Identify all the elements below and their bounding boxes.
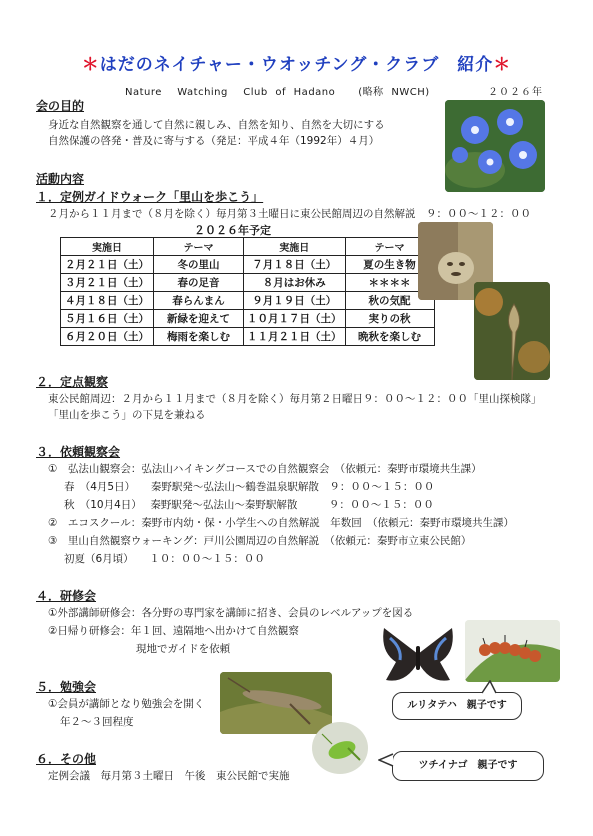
- section-3-line-2: 春 （4月5日） 秦野駅発～弘法山～鶴巻温泉駅解散 ９：００～１５：００: [64, 481, 435, 493]
- table-cell: ７月１８日（土）: [244, 256, 346, 274]
- section-5-heading: ５．勉強会: [36, 680, 97, 694]
- butterfly-photo: [378, 618, 458, 690]
- section-3-heading: ３．依頼観察会: [36, 445, 121, 459]
- butterfly-icon: [378, 618, 458, 690]
- table-cell: ３月２１日（土）: [61, 274, 154, 292]
- table-row: [61, 274, 435, 292]
- section-3-line-6: 初夏（6月頃） １０：００～１５：００: [64, 553, 265, 565]
- caterpillar-photo: [465, 620, 560, 682]
- caterpillar-icon: [465, 620, 560, 682]
- bubble-tail-icon: [378, 752, 394, 768]
- table-cell: 春の足音: [154, 274, 244, 292]
- section-1-heading: １．定例ガイドウォーク「里山を歩こう」: [36, 190, 264, 204]
- table-cell: ６月２０日（土）: [61, 328, 154, 346]
- activities-heading: 活動内容: [36, 172, 85, 186]
- section-1-desc: ２月から１１月まで（８月を除く）毎月第３土曜日に東公民館周辺の自然解説 ９：００～１２：００: [48, 208, 531, 220]
- star-icon: ＊: [81, 55, 100, 75]
- plant-bud-icon: [474, 282, 550, 380]
- section-6-line-1: 定例会議 毎月第３土曜日 午後 東公民館で実施: [48, 770, 290, 782]
- section-4-line-2: ②日帰り研修会：年１回、遠隔地へ出かけて自然観察: [48, 625, 299, 637]
- locust-icon: [312, 722, 368, 774]
- table-cell: ＊＊＊＊: [345, 274, 434, 292]
- table-cell: 秋の気配: [345, 292, 434, 310]
- purpose-heading: 会の目的: [36, 99, 85, 113]
- table-cell: 晩秋を楽しむ: [345, 328, 434, 346]
- table-row: [61, 328, 435, 346]
- table-cell: 冬の里山: [154, 256, 244, 274]
- table-row: [61, 292, 435, 310]
- blue-flowers-photo: [445, 100, 545, 192]
- col-header-date: 実施日: [244, 238, 346, 256]
- table-cell: ４月１８日（土）: [61, 292, 154, 310]
- table-cell: ８月はお休み: [244, 274, 346, 292]
- title-text: はだのネイチャー・ウオッチング・クラブ 紹介: [99, 55, 494, 75]
- col-header-theme: テーマ: [154, 238, 244, 256]
- section-2-line-2: 「里山を歩こう」の下見を兼ねる: [48, 409, 206, 421]
- subtitle: Nature Watching Club of Hadano (略称 NWCH): [125, 87, 430, 98]
- blue-flower-icon: [445, 100, 545, 192]
- section-4-line-3: 現地でガイドを依頼: [136, 643, 231, 655]
- bud-photo: [474, 282, 550, 380]
- page-title: [0, 50, 593, 75]
- table-header-row: [61, 238, 435, 256]
- section-3-line-1: ① 弘法山観察会：弘法山ハイキングコースでの自然観察会 （依頼元：秦野市環境共生課）: [48, 463, 482, 475]
- section-6-heading: ６．その他: [36, 752, 97, 766]
- table-cell: 春らんまん: [154, 292, 244, 310]
- section-5-line-1: ①会員が講師となり勉強会を開く: [48, 698, 205, 710]
- bubble-tail-icon: [480, 680, 500, 694]
- bubble-text: ルリタテハ 親子です: [407, 700, 507, 711]
- table-cell: 実りの秋: [345, 310, 434, 328]
- speech-bubble-locust: [392, 751, 544, 781]
- table-cell: ２月２１日（土）: [61, 256, 154, 274]
- table-cell: ９月１９日（土）: [244, 292, 346, 310]
- schedule-title: ２０２６年予定: [194, 224, 271, 237]
- star-icon: ＊: [493, 55, 512, 75]
- section-2-line-1: 東公民館周辺：２月から１１月まで（８月を除く）毎月第２日曜日９：００～１２：００「里山探検隊」: [48, 393, 542, 405]
- section-4-heading: ４．研修会: [36, 589, 97, 603]
- purpose-line-1: 身近な自然観察を通して自然に親しみ、自然を知り、自然を大切にする: [48, 119, 385, 131]
- purpose-line-2: 自然保護の啓発・普及に寄与する（発足：平成４年（1992年）４月）: [48, 135, 380, 147]
- table-cell: 夏の生き物: [345, 256, 434, 274]
- section-5-line-2: 年２～３回程度: [60, 716, 134, 728]
- year: ２０２６年: [488, 87, 543, 98]
- table-cell: 新緑を迎えて: [154, 310, 244, 328]
- section-3-line-3: 秋 （10月4日） 秦野駅発～弘法山～秦野駅解散 ９：００～１５：００: [64, 499, 434, 511]
- table-row: [61, 256, 435, 274]
- table-cell: ５月１６日（土）: [61, 310, 154, 328]
- section-2-heading: ２．定点観察: [36, 375, 109, 389]
- table-row: [61, 310, 435, 328]
- locust-nymph-photo: [312, 722, 368, 774]
- table-cell: 梅雨を楽しむ: [154, 328, 244, 346]
- speech-bubble-butterfly: [392, 692, 522, 720]
- section-3-line-4: ② エコスクール：秦野市内幼・保・小学生への自然解説 年数回 （依頼元：秦野市環境共生課）: [48, 517, 514, 529]
- schedule-table: [60, 237, 435, 346]
- col-header-theme: テーマ: [345, 238, 434, 256]
- table-cell: １１月２１日（土）: [244, 328, 346, 346]
- section-4-line-1: ①外部講師研修会：各分野の専門家を講師に招き、会員のレベルアップを図る: [48, 607, 414, 619]
- table-cell: １０月１７日（土）: [244, 310, 346, 328]
- bubble-text: ツチイナゴ 親子です: [418, 760, 518, 771]
- col-header-date: 実施日: [61, 238, 154, 256]
- section-3-line-5: ③ 里山自然観察ウォーキング：戸川公園周辺の自然解説 （依頼元：秦野市立東公民館）: [48, 535, 472, 547]
